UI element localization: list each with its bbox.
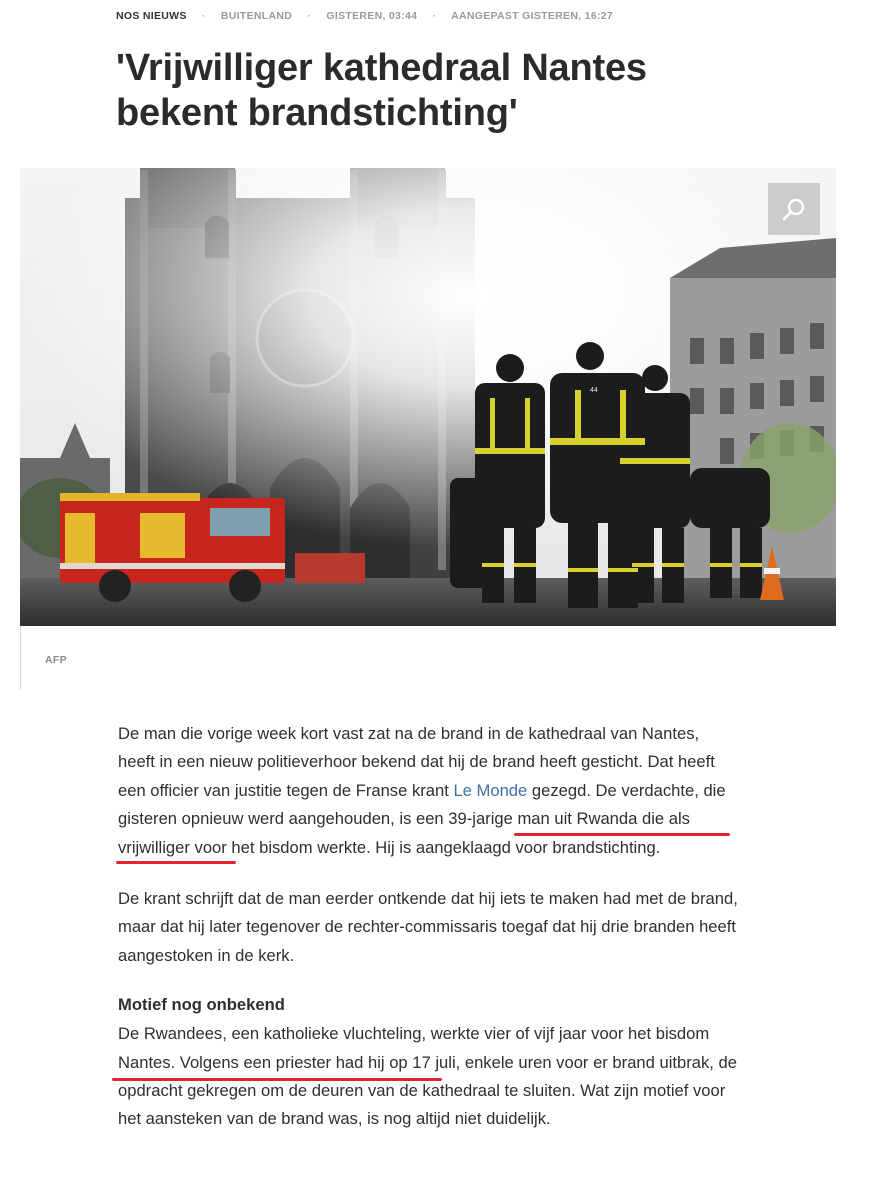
annotation-underline <box>514 833 730 836</box>
paragraph-3: De Rwandees, een katholieke vluchteling, werkte vier of vijf jaar voor het bisdom Nantes. Volgens een priester had hij op 17 juli, enkele uren voor er brand uitbrak, de opdracht gekregen om de deuren van de kathedraal te sluiten. Wat zijn motief voor het aansteken van de brand was, is nog altijd niet duidelijk. <box>118 1024 737 1129</box>
category-label[interactable]: BUITENLAND <box>220 10 293 22</box>
paragraph-2: De krant schrijft dat de man eerder ontkende dat hij iets te maken had met de brand, maar dat hij later tegenover de rechter-commissaris toegaf dat hij drie branden heeft aangestoken in de kerk. <box>118 889 738 965</box>
le-monde-link[interactable]: Le Monde <box>453 780 528 800</box>
magnifier-icon <box>781 196 807 222</box>
separator-dot: · <box>432 10 437 22</box>
page-title: 'Vrijwilliger kathedraal Nantes bekent brandstichting' <box>116 47 647 134</box>
photo-caption <box>20 626 837 690</box>
photo-credit: AFP <box>45 654 67 666</box>
annotation-underline <box>116 861 236 864</box>
separator-dot: · <box>307 10 312 22</box>
paragraph-1-text-b: gezegd. De verdachte, die gisteren opnieuw werd aangehouden, is een 39-jarige man uit Rwanda die als vrijwilliger voor het bisdom werkte. Hij is aangeklaagd voor brandstichting. <box>118 780 726 857</box>
separator-dot: · <box>201 10 206 22</box>
paragraph-1 <box>118 720 738 862</box>
article-meta <box>116 10 613 22</box>
article-photo[interactable] <box>20 168 836 626</box>
annotation-underline <box>112 1078 442 1081</box>
published-time: GISTEREN, 03:44 <box>326 10 418 22</box>
subheading: Motief nog onbekend <box>118 995 285 1015</box>
source-label[interactable]: NOS NIEUWS <box>116 10 187 22</box>
paragraph-1-text-a: De man die vorige week kort vast zat na de brand in de kathedraal van Nantes, heeft in een nieuw politieverhoor bekend dat hij de brand heeft gesticht. Dat heeft een officier van justitie tegen de Franse krant <box>118 724 715 800</box>
zoom-button[interactable] <box>768 183 820 235</box>
cathedral-fire-photo <box>20 168 836 626</box>
updated-time: AANGEPAST GISTEREN, 16:27 <box>451 10 614 22</box>
helmet-number: 44 <box>590 387 598 394</box>
article-body <box>118 720 738 1157</box>
